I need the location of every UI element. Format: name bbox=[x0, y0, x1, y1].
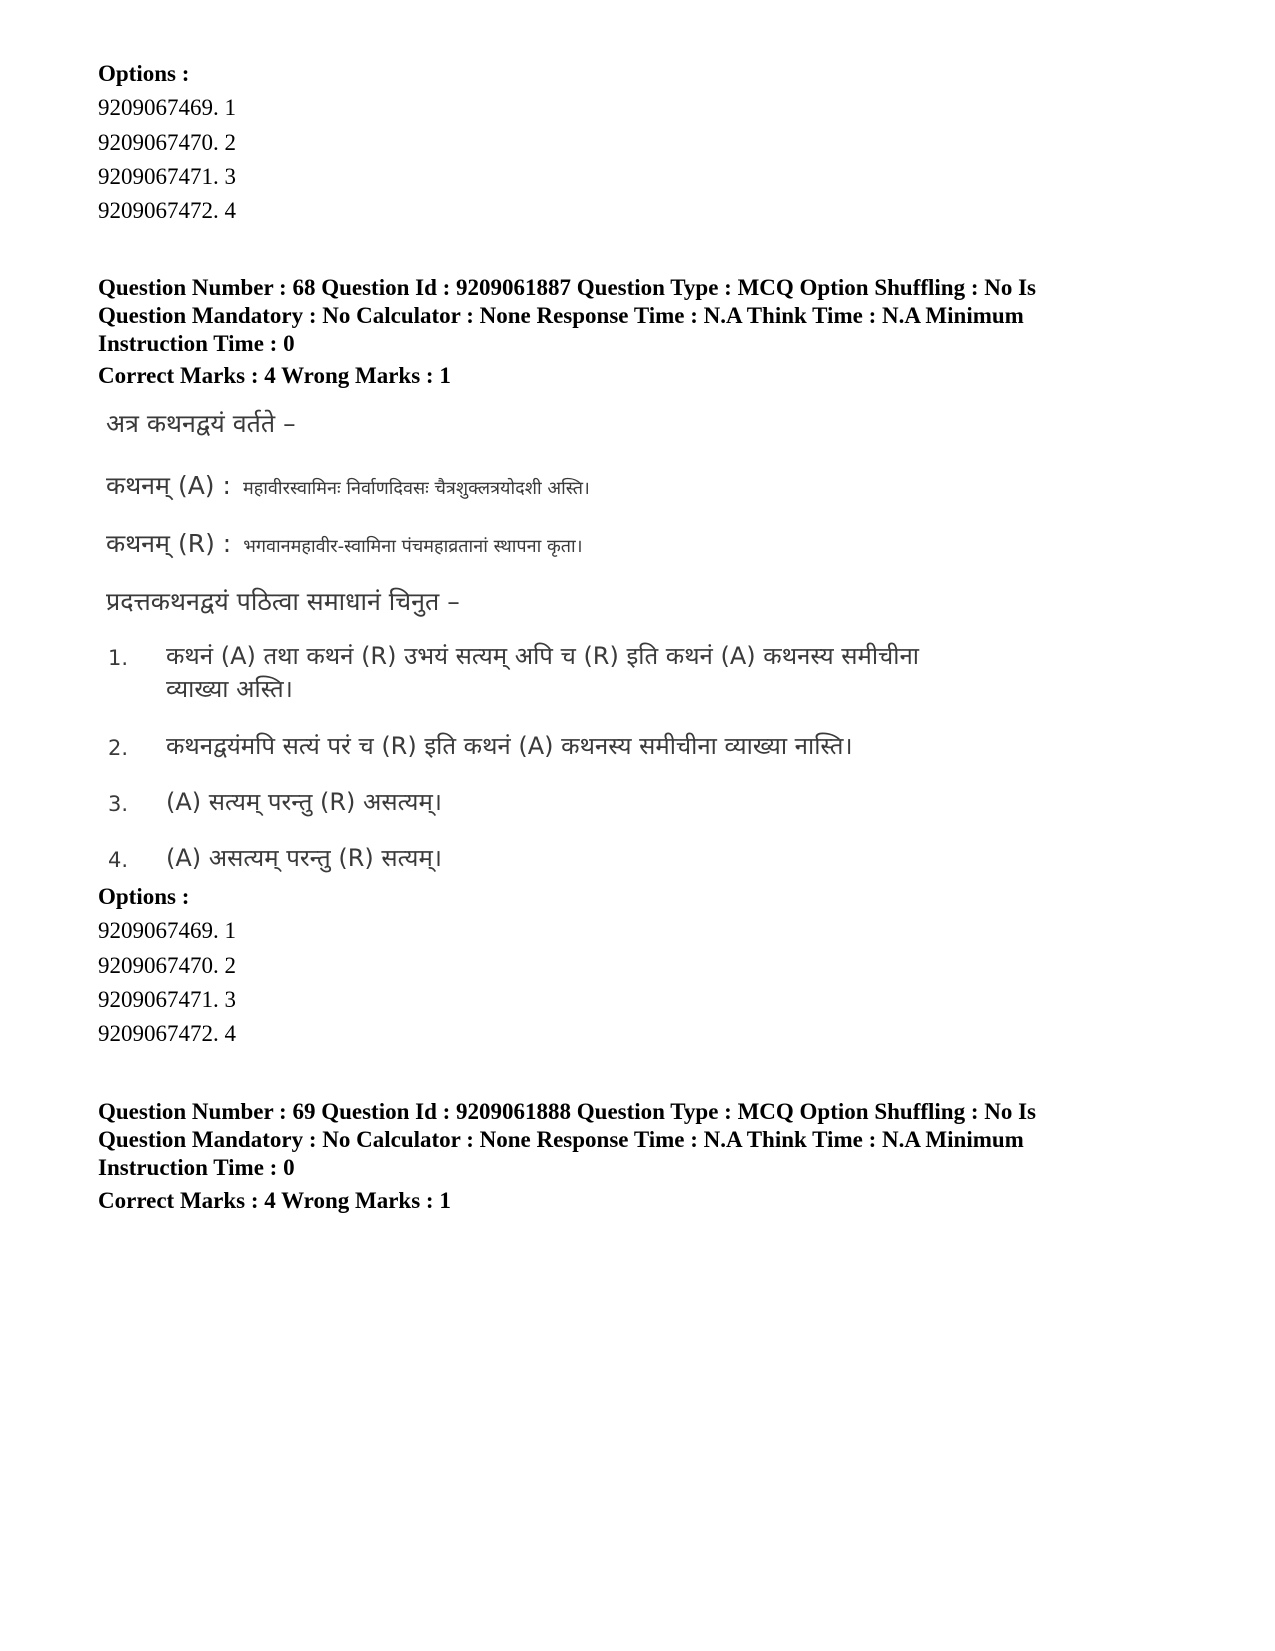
options-block-top bbox=[98, 57, 1178, 228]
question-68-options bbox=[98, 880, 1178, 1051]
option-item: 9209067472. 4 bbox=[98, 1021, 236, 1047]
question-69-header: Question Number : 69 Question Id : 9209061888 Question Type : MCQ Option Shuffling : No Is Question Mandatory : No Calculator : None Response Time : N.A Think Time : N.A Minimum Instruction Time : 0 bbox=[98, 1099, 1037, 1180]
choice-number: 2. bbox=[108, 736, 129, 760]
option-item: 9209067469. 1 bbox=[98, 95, 236, 121]
question-68-instruction: प्रदत्तकथनद्वयं पठित्वा समाधानं चिनुत – bbox=[106, 587, 460, 616]
choice-text: कथनद्वयंमपि सत्यं परं च (R) इति कथनं (A) कथनस्य समीचीना व्याख्या नास्ति। bbox=[166, 732, 853, 760]
question-68-intro: अत्र कथनद्वयं वर्तते – bbox=[106, 409, 296, 438]
option-item: 9209067470. 2 bbox=[98, 952, 236, 978]
statement-r bbox=[106, 526, 1186, 560]
question-68-header: Question Number : 68 Question Id : 9209061887 Question Type : MCQ Option Shuffling : No Is Question Mandatory : No Calculator : None Response Time : N.A Think Time : N.A Minimum Instruction Time : 0 bbox=[98, 275, 1037, 356]
question-69-marks: Correct Marks : 4 Wrong Marks : 1 bbox=[98, 1188, 451, 1213]
choice-number: 3. bbox=[108, 792, 129, 816]
choice-text: (A) असत्यम् परन्तु (R) सत्यम्। bbox=[166, 844, 442, 872]
statement-a-label: कथनम् (A) : bbox=[106, 471, 231, 500]
statement-a bbox=[106, 468, 1186, 502]
choice-number: 4. bbox=[108, 848, 129, 872]
options-label: Options : bbox=[98, 884, 190, 909]
options-label: Options : bbox=[98, 61, 190, 86]
question-68-marks: Correct Marks : 4 Wrong Marks : 1 bbox=[98, 363, 451, 388]
option-item: 9209067471. 3 bbox=[98, 986, 236, 1012]
option-item: 9209067470. 2 bbox=[98, 129, 236, 155]
statement-r-text: भगवानमहावीर-स्वामिना पंचमहाव्रतानां स्थापना कृता। bbox=[243, 536, 583, 557]
choice-number: 1. bbox=[108, 646, 129, 670]
option-item: 9209067471. 3 bbox=[98, 163, 236, 189]
statement-a-text: महावीरस्वामिनः निर्वाणदिवसः चैत्रशुक्लत्रयोदशी अस्ति। bbox=[242, 478, 590, 499]
option-item: 9209067472. 4 bbox=[98, 198, 236, 224]
option-item: 9209067469. 1 bbox=[98, 918, 236, 944]
choice-text: (A) सत्यम् परन्तु (R) असत्यम्। bbox=[166, 788, 442, 816]
statement-r-label: कथनम् (R) : bbox=[106, 529, 232, 558]
choice-text: कथनं (A) तथा कथनं (R) उभयं सत्यम् अपि च (R) इति कथनं (A) कथनस्य समीचीना व्याख्या अस्ति। bbox=[166, 642, 920, 703]
